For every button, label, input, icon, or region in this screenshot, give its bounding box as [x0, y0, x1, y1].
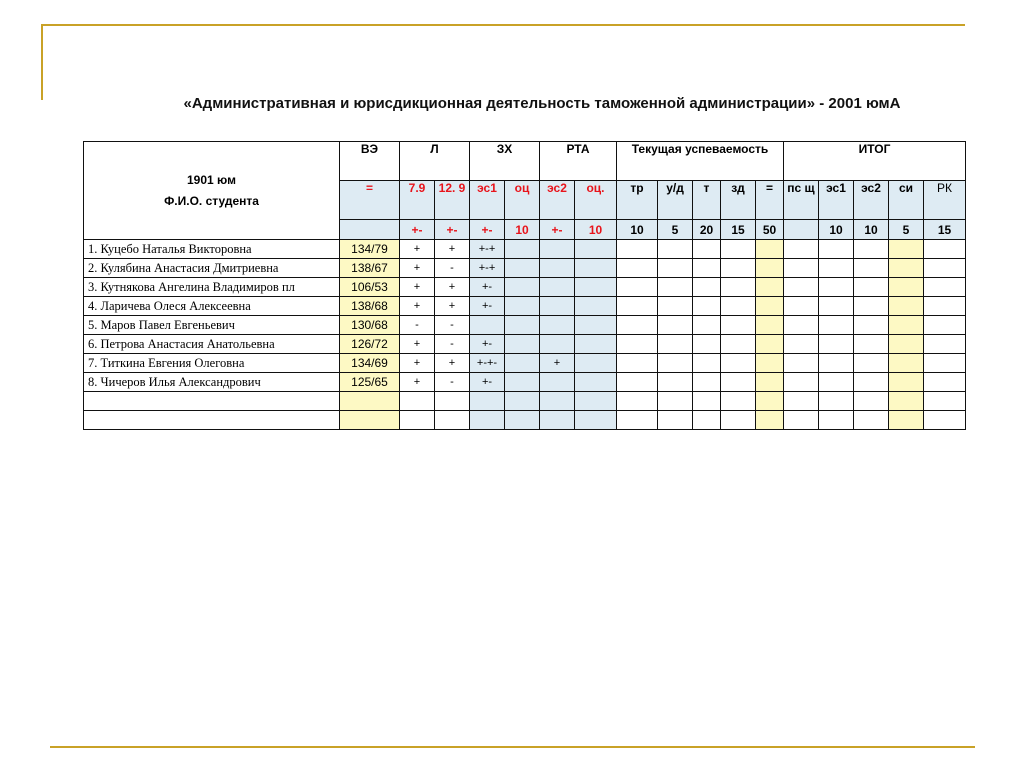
group-header: ВЭ	[340, 142, 400, 181]
grade-cell[interactable]: 134/69	[340, 354, 400, 373]
column-max: +-	[540, 220, 575, 240]
grade-cell[interactable]: -	[435, 316, 470, 335]
grade-cell[interactable]	[854, 392, 889, 411]
grade-cell[interactable]	[756, 373, 784, 392]
grade-cell[interactable]	[924, 354, 966, 373]
table-row	[84, 316, 966, 335]
grade-cell[interactable]	[924, 297, 966, 316]
table-row	[84, 278, 966, 297]
grade-cell[interactable]: 106/53	[340, 278, 400, 297]
grade-cell[interactable]: +	[400, 297, 435, 316]
grade-cell[interactable]: +	[435, 297, 470, 316]
grade-cell[interactable]	[889, 373, 924, 392]
table-row	[84, 335, 966, 354]
group-header: ИТОГ	[784, 142, 966, 181]
grade-cell[interactable]	[658, 240, 693, 259]
column-max	[340, 220, 400, 240]
grade-cell[interactable]	[617, 316, 658, 335]
column-max: 10	[617, 220, 658, 240]
column-header: =	[340, 181, 400, 220]
grade-cell[interactable]	[784, 316, 819, 335]
grade-cell[interactable]	[721, 240, 756, 259]
grade-cell[interactable]	[575, 411, 617, 430]
grade-cell[interactable]	[924, 335, 966, 354]
grade-cell[interactable]	[693, 297, 721, 316]
grade-cell[interactable]	[756, 392, 784, 411]
grade-cell[interactable]	[854, 316, 889, 335]
grade-cell[interactable]: +	[400, 259, 435, 278]
column-max: +-	[400, 220, 435, 240]
grade-cell[interactable]	[819, 278, 854, 297]
grade-cell[interactable]	[505, 411, 540, 430]
grade-cell[interactable]	[540, 259, 575, 278]
grade-cell[interactable]	[575, 240, 617, 259]
grade-cell[interactable]	[784, 278, 819, 297]
student-name	[84, 392, 340, 411]
grade-cell[interactable]	[924, 240, 966, 259]
grade-cell[interactable]: +	[400, 354, 435, 373]
group-header: ЗХ	[470, 142, 540, 181]
column-max: +-	[435, 220, 470, 240]
table-row	[84, 297, 966, 316]
grade-cell[interactable]	[400, 411, 435, 430]
grade-cell[interactable]	[756, 240, 784, 259]
grade-cell[interactable]	[819, 316, 854, 335]
table-row	[84, 392, 966, 411]
grade-cell[interactable]	[854, 411, 889, 430]
grade-cell[interactable]	[693, 411, 721, 430]
column-max: 5	[889, 220, 924, 240]
grade-cell[interactable]: -	[435, 373, 470, 392]
grade-cell[interactable]	[617, 354, 658, 373]
grade-cell[interactable]	[889, 240, 924, 259]
grade-cell[interactable]	[505, 240, 540, 259]
column-header: 12. 9	[435, 181, 470, 220]
grade-cell[interactable]	[617, 373, 658, 392]
grade-cell[interactable]	[784, 297, 819, 316]
grade-cell[interactable]: 134/79	[340, 240, 400, 259]
grade-cell[interactable]	[693, 335, 721, 354]
grade-cell[interactable]	[693, 354, 721, 373]
grade-cell[interactable]: +-	[470, 278, 505, 297]
column-header: РК	[924, 181, 966, 220]
grade-cell[interactable]	[889, 354, 924, 373]
grade-cell[interactable]	[575, 259, 617, 278]
grade-cell[interactable]	[784, 259, 819, 278]
grade-cell[interactable]	[658, 259, 693, 278]
grade-cell[interactable]	[617, 392, 658, 411]
grade-cell[interactable]	[693, 259, 721, 278]
grade-cell[interactable]	[540, 392, 575, 411]
grade-cell[interactable]	[889, 259, 924, 278]
grade-cell[interactable]: -	[400, 316, 435, 335]
grade-cell[interactable]	[505, 335, 540, 354]
student-name: 6. Петрова Анастасия Анатольевна	[84, 335, 340, 354]
grade-cell[interactable]: 138/67	[340, 259, 400, 278]
grade-cell[interactable]	[889, 392, 924, 411]
column-header: оц.	[575, 181, 617, 220]
column-header: эс1	[819, 181, 854, 220]
grade-cell[interactable]	[721, 354, 756, 373]
grade-cell[interactable]	[889, 297, 924, 316]
column-header: у/д	[658, 181, 693, 220]
grade-cell[interactable]: +-+	[470, 259, 505, 278]
grade-cell[interactable]	[400, 392, 435, 411]
grade-cell[interactable]	[540, 316, 575, 335]
grade-cell[interactable]	[819, 259, 854, 278]
column-header: оц	[505, 181, 540, 220]
column-max: 10	[854, 220, 889, 240]
grade-cell[interactable]	[784, 411, 819, 430]
grade-cell[interactable]	[721, 278, 756, 297]
grade-cell[interactable]	[575, 316, 617, 335]
student-name: 5. Маров Павел Евгеньевич	[84, 316, 340, 335]
grade-cell[interactable]	[540, 373, 575, 392]
grade-cell[interactable]	[756, 259, 784, 278]
grade-cell[interactable]	[617, 411, 658, 430]
grade-cell[interactable]	[756, 354, 784, 373]
grade-cell[interactable]: 130/68	[340, 316, 400, 335]
grade-cell[interactable]	[617, 278, 658, 297]
grade-cell[interactable]	[470, 392, 505, 411]
column-max: 50	[756, 220, 784, 240]
grade-cell[interactable]	[658, 278, 693, 297]
grade-cell[interactable]: +	[435, 354, 470, 373]
column-max: 10	[819, 220, 854, 240]
grade-cell[interactable]	[540, 278, 575, 297]
grade-cell[interactable]: -	[435, 259, 470, 278]
student-name	[84, 411, 340, 430]
grade-cell[interactable]	[756, 411, 784, 430]
grade-cell[interactable]	[756, 335, 784, 354]
grade-cell[interactable]: +-	[470, 373, 505, 392]
grade-cell[interactable]	[658, 297, 693, 316]
grade-cell[interactable]	[854, 354, 889, 373]
grade-cell[interactable]	[784, 240, 819, 259]
grade-cell[interactable]	[693, 392, 721, 411]
grade-cell[interactable]	[658, 316, 693, 335]
grade-cell[interactable]	[819, 373, 854, 392]
header-corner	[84, 142, 340, 240]
column-max: 10	[505, 220, 540, 240]
grade-cell[interactable]	[693, 240, 721, 259]
grade-cell[interactable]	[756, 297, 784, 316]
grade-cell[interactable]	[889, 335, 924, 354]
grade-cell[interactable]	[540, 411, 575, 430]
grade-cell[interactable]	[819, 297, 854, 316]
column-max: 15	[924, 220, 966, 240]
student-name: 1. Куцебо Наталья Викторовна	[84, 240, 340, 259]
grade-cell[interactable]: 126/72	[340, 335, 400, 354]
grade-cell[interactable]	[505, 373, 540, 392]
column-header: эс2	[540, 181, 575, 220]
grade-cell[interactable]	[854, 278, 889, 297]
grade-cell[interactable]	[505, 259, 540, 278]
table-row	[84, 373, 966, 392]
column-header: пс щ	[784, 181, 819, 220]
grade-cell[interactable]	[505, 354, 540, 373]
grade-cell[interactable]: +	[400, 278, 435, 297]
grade-cell[interactable]	[819, 354, 854, 373]
grade-cell[interactable]	[540, 240, 575, 259]
student-name: 4. Ларичева Олеся Алексеевна	[84, 297, 340, 316]
column-max: 5	[658, 220, 693, 240]
grade-cell[interactable]	[819, 335, 854, 354]
grade-cell[interactable]	[854, 297, 889, 316]
grade-cell[interactable]: -	[435, 335, 470, 354]
table-row	[84, 240, 966, 259]
group-header: Л	[400, 142, 470, 181]
grade-cell[interactable]: 138/68	[340, 297, 400, 316]
decor-line-top	[42, 24, 965, 26]
column-header: зд	[721, 181, 756, 220]
grade-cell[interactable]	[784, 335, 819, 354]
grade-cell[interactable]	[505, 392, 540, 411]
grade-cell[interactable]	[575, 392, 617, 411]
column-max: 20	[693, 220, 721, 240]
grade-cell[interactable]	[854, 259, 889, 278]
student-name: 3. Кутнякова Ангелина Владимиров пл	[84, 278, 340, 297]
grade-cell[interactable]	[819, 240, 854, 259]
column-header: 7.9	[400, 181, 435, 220]
group-header: Текущая успеваемость	[617, 142, 784, 181]
grade-cell[interactable]	[540, 335, 575, 354]
grade-cell[interactable]	[784, 392, 819, 411]
grade-cell[interactable]	[693, 278, 721, 297]
grade-cell[interactable]	[924, 278, 966, 297]
grade-cell[interactable]: +	[400, 240, 435, 259]
grade-cell[interactable]	[721, 335, 756, 354]
student-name: 7. Титкина Евгения Олеговна	[84, 354, 340, 373]
grade-cell[interactable]: +-	[470, 335, 505, 354]
column-header: эс1	[470, 181, 505, 220]
grade-cell[interactable]	[784, 354, 819, 373]
grade-cell[interactable]	[617, 335, 658, 354]
decor-line-bottom	[50, 746, 975, 748]
decor-line-left	[41, 24, 43, 100]
grade-cell[interactable]	[924, 316, 966, 335]
grade-cell[interactable]	[721, 297, 756, 316]
grade-cell[interactable]: +	[435, 278, 470, 297]
grade-cell[interactable]: +-+-	[470, 354, 505, 373]
grade-cell[interactable]	[756, 278, 784, 297]
group-label: 1901 юм	[187, 172, 236, 187]
grade-cell[interactable]: +-+	[470, 240, 505, 259]
grade-cell[interactable]	[575, 354, 617, 373]
group-header: РТА	[540, 142, 617, 181]
grade-cell[interactable]	[924, 259, 966, 278]
column-header: эс2	[854, 181, 889, 220]
student-name: 8. Чичеров Илья Александрович	[84, 373, 340, 392]
grade-cell[interactable]	[924, 373, 966, 392]
grade-cell[interactable]	[617, 240, 658, 259]
grade-cell[interactable]: 125/65	[340, 373, 400, 392]
grade-cell[interactable]	[505, 297, 540, 316]
grade-cell[interactable]	[889, 411, 924, 430]
grade-cell[interactable]	[435, 392, 470, 411]
grade-table	[83, 141, 966, 430]
student-name-header: Ф.И.О. студента	[164, 193, 259, 208]
grade-cell[interactable]	[340, 411, 400, 430]
grade-cell[interactable]	[924, 392, 966, 411]
grade-cell[interactable]	[340, 392, 400, 411]
table-row	[84, 354, 966, 373]
grade-cell[interactable]	[658, 392, 693, 411]
grade-cell[interactable]	[889, 316, 924, 335]
grade-cell[interactable]	[658, 335, 693, 354]
grade-cell[interactable]	[693, 373, 721, 392]
column-max: +-	[470, 220, 505, 240]
grade-cell[interactable]	[756, 316, 784, 335]
grade-cell[interactable]	[889, 278, 924, 297]
grade-cell[interactable]	[470, 316, 505, 335]
grade-cell[interactable]	[540, 297, 575, 316]
grade-cell[interactable]	[854, 373, 889, 392]
grade-cell[interactable]	[924, 411, 966, 430]
grade-cell[interactable]	[575, 335, 617, 354]
grade-cell[interactable]: +	[540, 354, 575, 373]
student-name: 2. Кулябина Анастасия Дмитриевна	[84, 259, 340, 278]
grade-cell[interactable]	[505, 316, 540, 335]
grade-cell[interactable]	[575, 373, 617, 392]
column-header: т	[693, 181, 721, 220]
grade-cell[interactable]	[658, 354, 693, 373]
grade-cell[interactable]	[854, 335, 889, 354]
grade-cell[interactable]	[819, 411, 854, 430]
grade-cell[interactable]	[721, 411, 756, 430]
grade-cell[interactable]: +-	[470, 297, 505, 316]
grade-cell[interactable]: +	[400, 373, 435, 392]
grade-cell[interactable]: +	[400, 335, 435, 354]
grade-cell[interactable]	[721, 316, 756, 335]
column-header: =	[756, 181, 784, 220]
grade-cell[interactable]	[658, 373, 693, 392]
grade-cell[interactable]	[784, 373, 819, 392]
grade-cell[interactable]	[721, 392, 756, 411]
column-max: 10	[575, 220, 617, 240]
grade-cell[interactable]	[658, 411, 693, 430]
grade-cell[interactable]	[721, 259, 756, 278]
table-row	[84, 259, 966, 278]
column-header: тр	[617, 181, 658, 220]
grade-cell[interactable]	[505, 278, 540, 297]
grade-cell[interactable]	[854, 240, 889, 259]
table-row	[84, 411, 966, 430]
grade-cell[interactable]	[693, 316, 721, 335]
column-max	[784, 220, 819, 240]
grade-cell[interactable]	[617, 259, 658, 278]
grade-cell[interactable]	[575, 297, 617, 316]
column-max: 15	[721, 220, 756, 240]
grade-cell[interactable]	[575, 278, 617, 297]
column-header: си	[889, 181, 924, 220]
grade-cell[interactable]	[721, 373, 756, 392]
grade-cell[interactable]: +	[435, 240, 470, 259]
grade-cell[interactable]	[470, 411, 505, 430]
grade-cell[interactable]	[819, 392, 854, 411]
page-title: «Административная и юрисдикционная деятельность таможенной администрации» - 2001 юмА	[183, 95, 901, 112]
grade-cell[interactable]	[435, 411, 470, 430]
grade-cell[interactable]	[617, 297, 658, 316]
